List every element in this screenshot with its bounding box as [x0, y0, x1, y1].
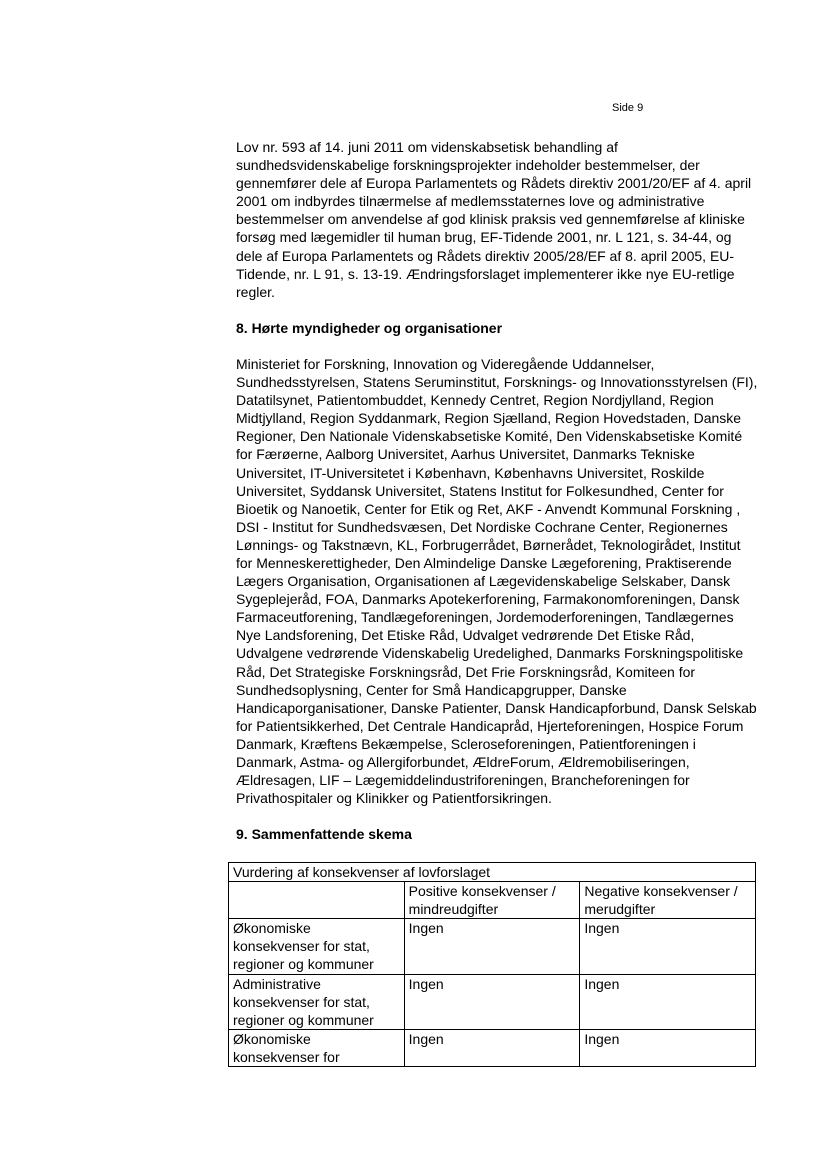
section-8-body: Ministeriet for Forskning, Innovation og Videregående Uddannelser, Sundhedsstyrelsen, Statens Seruminstitut, Forsknings- og Innovationsstyrelsen (FI), Datatilsynet, Patientombuddet, Kennedy Centret, Region Nordjylland, Region Midtjylland, Region Syddanmark, Region Sjælland, Region Hovedstaden, Danske Regioner, Den Nationale Videnskabsetiske Komité, Den Videnskabsetiske Komité for Færøerne, Aalborg Universitet, Aarhus Universitet, Danmarks Tekniske Universitet, IT-Universitetet i København, Københavns Universitet, Roskilde Universitet, Syddansk Universitet, Statens Institut for Folkesundhed, Center for Bioetik og Nanoetik, Center for Etik og Ret, AKF - Anvendt Kommunal Forskning , DSI - Institut for Sundhedsvæsen, Det Nordiske Cochrane Center, Regionernes Lønnings- og Takstnævn, KL, Forbrugerrådet, Børnerådet, Teknologirådet, Institut for Menneskerettigheder, Den Almindelige Danske Lægeforening, Praktiserende Lægers Organisation, Organisationen af Lægevidenskabelige Selskaber, Dansk Sygeplejeråd, FOA, Danmarks Apotekerforening, Farmakonomforeningen, Dansk Farmaceutforening, Tandlægeforeningen, Jordemoderforeningen, Tandlægernes Nye Landsforening, Det Etiske Råd, Udvalget vedrørende Det Etiske Råd, Udvalgene vedrørende Videnskabelig Uredelighed, Danmarks Forskningspolitiske Råd, Det Strategiske Forskningsråd, Det Frie Forskningsråd, Komiteen for Sundhedsoplysning, Center for Små Handicapgrupper, Danske Handicaporganisationer, Danske Patienter, Dansk Handicapforbund, Dansk Selskab for Patientsikkerhed, Det Centrale Handicapråd, Hjerteforeningen, Hospice Forum Danmark, Kræftens Bekæmpelse, Scleroseforeningen, Patientforeningen i Danmark, Astma- og Allergiforbundet, ÆldreForum, Ældremobiliseringen, Ældresagen, LIF – Lægemiddelindustriforeningen, Brancheforeningen for Privathospitaler og Klinikker og Patientforsikringen.	[236, 355, 758, 807]
table-row	[229, 974, 756, 1029]
table-header-positive: Positive konsekvenser / mindreudgifter	[404, 882, 580, 919]
document-body	[236, 138, 758, 843]
section-8-heading: 8. Hørte myndigheder og organisationer	[236, 319, 503, 336]
row-label: Administrative konsekvenser for stat, regioner og kommuner	[229, 974, 405, 1029]
table-caption: Vurdering af konsekvenser af lovforslaget	[229, 863, 756, 882]
table-caption-row	[229, 863, 756, 882]
table-row	[229, 1029, 756, 1066]
section-9-heading: 9. Sammenfattende skema	[236, 826, 412, 843]
row-label: Økonomiske konsekvenser for stat, regioner og kommuner	[229, 919, 405, 974]
row-label: Økonomiske konsekvenser for	[229, 1029, 405, 1066]
table-row	[229, 919, 756, 974]
row-positive: Ingen	[404, 919, 580, 974]
row-negative: Ingen	[580, 1029, 756, 1066]
row-positive: Ingen	[404, 1029, 580, 1066]
row-negative: Ingen	[580, 974, 756, 1029]
table-header-negative: Negative konsekvenser / merudgifter	[580, 882, 756, 919]
page-number: Side 9	[612, 102, 644, 114]
table-header-row	[229, 882, 756, 919]
intro-paragraph: Lov nr. 593 af 14. juni 2011 om videnskabsetisk behandling af sundhedsvidenskabelige forskningsprojekter indeholder bestemmelser, der gennemfører dele af Europa Parlamentets og Rådets direktiv 2001/20/EF af 4. april 2001 om indbyrdes tilnærmelse af medlemsstaternes love og administrative bestemmelser om anvendelse af god klinisk praksis ved gennemførelse af kliniske forsøg med lægemidler til human brug, EF-Tidende 2001, nr. L 121, s. 34-44, og dele af Europa Parlamentets og Rådets direktiv 2005/28/EF af 8. april 2005, EU-Tidende, nr. L 91, s. 13-19. Ændringsforslaget implementerer ikke nye EU-retlige regler.	[236, 139, 752, 300]
row-positive: Ingen	[404, 974, 580, 1029]
consequence-table	[228, 862, 756, 1067]
table-header-empty	[229, 882, 405, 919]
row-negative: Ingen	[580, 919, 756, 974]
